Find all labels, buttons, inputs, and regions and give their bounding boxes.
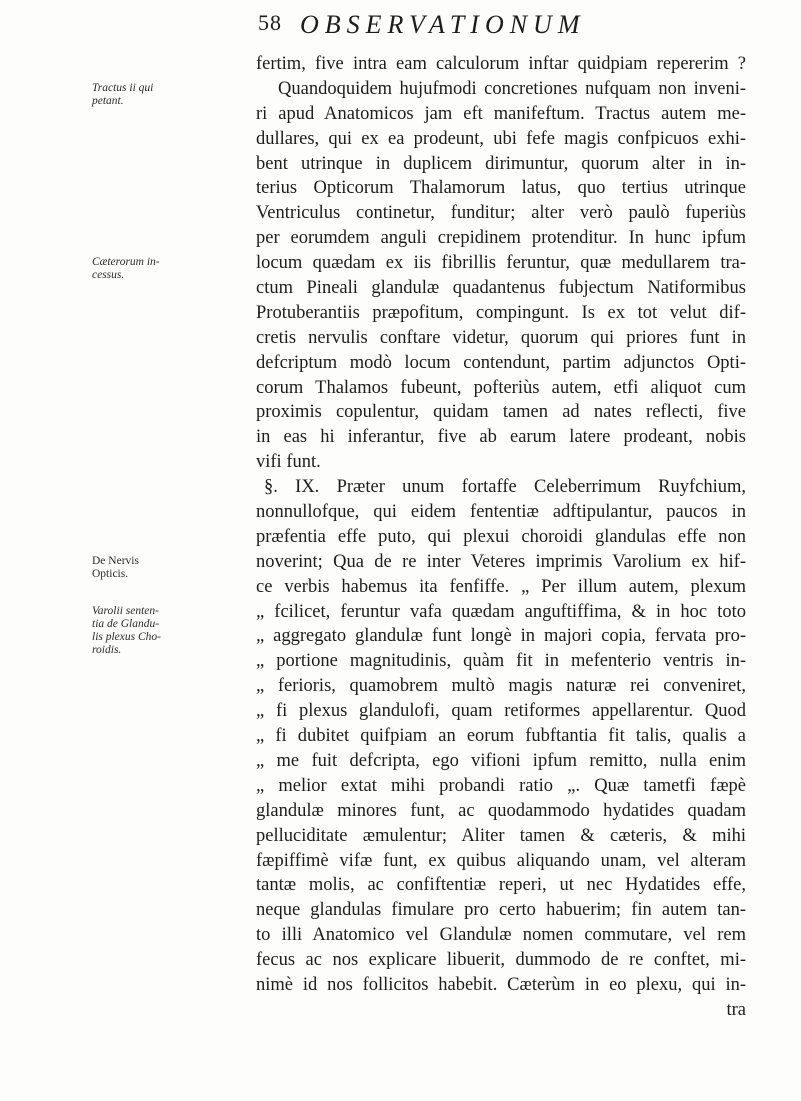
text-line: glandulæ minores funt, ac quodammodo hydatides quadam — [256, 800, 746, 821]
text-line: bent utrinque in duplicem dirimuntur, quorum alter in in- — [256, 153, 746, 174]
body-text — [256, 52, 746, 1023]
text-line: noverint; Qua de re inter Veteres imprimis Varolium ex hif- — [256, 551, 746, 572]
margin-note-line: tia de Glandu- — [92, 618, 160, 630]
margin-note-line: Opticis. — [92, 568, 129, 580]
text-line: tantæ molis, ac confiftentiæ reperi, ut nec Hydatides effe, — [256, 875, 746, 896]
text-line: Quandoquidem hujufmodi concretiones nufquam non inveni- — [278, 78, 746, 99]
margin-note-line: roidis. — [92, 644, 122, 656]
text-line: Ventriculus continetur, funditur; alter verò paulò fuperiùs — [256, 203, 746, 224]
text-line: fertim, five intra eam calculorum inftar quidpiam repererim ? — [256, 54, 746, 74]
text-line: §. IX. Præter unum fortaffe Celeberrimum Ruyfchium, — [264, 477, 746, 498]
text-line: Protuberantiis præpofitum, compingunt. Is ex tot velut dif- — [256, 302, 746, 323]
margin-note-line: petant. — [92, 95, 124, 107]
page-number: 58 — [258, 10, 282, 35]
margin-note-nervis — [92, 555, 158, 581]
text-line: neque glandulas fimulare pro certo habuerim; fin autem tan- — [256, 900, 746, 921]
text-line: locum quædam ex iis fibrillis feruntur, quæ medullarem tra- — [256, 253, 746, 274]
text-line: dullares, qui ex ea prodeunt, ubi fefe magis confpicuos exhi- — [256, 128, 746, 149]
text-line: „ ferioris, quamobrem multò magis naturæ rei conveniret, — [256, 676, 746, 697]
margin-note-tractus — [92, 82, 158, 108]
margin-note-line: De Nervis — [92, 555, 139, 567]
catchword: tra — [726, 999, 746, 1020]
text-line: „ melior extat mihi probandi ratio „. Quæ tametfi fæpè — [256, 775, 746, 796]
text-line: „ fi dubitet quifpiam an eorum fubftantia fit talis, qualis a — [256, 726, 746, 747]
text-line: fecus ac nos explicare libuerit, dummodo de re conftet, mi- — [256, 950, 746, 971]
text-line: per eorumdem anguli crepidinem protenditur. In hunc ipfum — [256, 228, 746, 249]
text-line: proximis copulentur, quidam tamen ad nates reflecti, five — [256, 402, 746, 423]
text-line: defcriptum modò locum contendunt, partim adjunctos Opti- — [256, 352, 746, 373]
text-line: fæpiffimè vifæ funt, ex quibus aliquando unam, vel alteram — [256, 850, 746, 871]
text-line: terius Opticorum Thalamorum latus, quo tertius utrinque — [256, 178, 746, 199]
margin-note-line: lis plexus Cho- — [92, 631, 161, 643]
text-line: ctum Pineali glandulæ quadantenus fubjectum Natiformibus — [256, 278, 746, 299]
running-head: OBSERVATIONUM — [300, 10, 586, 39]
text-line: „ fi plexus glandulofi, quam retiformes appellarentur. Quod — [256, 701, 746, 722]
margin-note-line: Tractus ii qui — [92, 82, 154, 94]
text-line: corum Thalamos fubeunt, pofteriùs autem, etfi aliquot cum — [256, 377, 746, 398]
margin-note-caeterorum — [92, 256, 158, 282]
text-line: „ portione magnitudinis, quàm fit in mefenterio ventris in- — [256, 651, 746, 672]
margin-note-varolii — [92, 605, 161, 657]
text-line: ce verbis habemus ita fenfiffe. „ Per illum autem, plexum — [256, 576, 746, 597]
margin-note-line: cessus. — [92, 269, 125, 281]
text-line: to illi Anatomico vel Glandulæ nomen commutare, vel rem — [256, 925, 746, 946]
text-line: in eas hi inferantur, five ab earum latere prodeant, nobis — [256, 427, 746, 448]
text-line: „ fcilicet, feruntur vafa quædam anguftiffima, & in hoc toto — [256, 601, 746, 622]
text-line: vifi funt. — [256, 452, 321, 473]
margin-note-line: Cæterorum in- — [92, 256, 160, 268]
margin-note-line: Varolii senten- — [92, 605, 159, 617]
text-line: cretis nervulis conftare videtur, quorum qui priores funt in — [256, 327, 746, 348]
text-line: pelluciditate æmulentur; Aliter tamen & cæteris, & mihi — [256, 825, 746, 846]
text-line: „ aggregato glandulæ funt longè in majori copia, fervata pro- — [256, 626, 746, 647]
page-header — [0, 6, 801, 38]
text-line: „ me fuit defcripta, ego vifioni ipfum remitto, nulla enim — [256, 750, 746, 771]
text-line: nonnullofque, qui eidem fententiæ adftipulantur, paucos in — [256, 502, 746, 523]
text-line: ri apud Anatomicos jam eft manifeftum. Tractus autem me- — [256, 103, 746, 124]
text-line: præfentia effe puto, qui plexui choroidi glandulas effe non — [256, 526, 746, 547]
text-line: nimè id nos follicitos habebit. Cæterùm in eo plexu, qui in- — [256, 974, 746, 995]
